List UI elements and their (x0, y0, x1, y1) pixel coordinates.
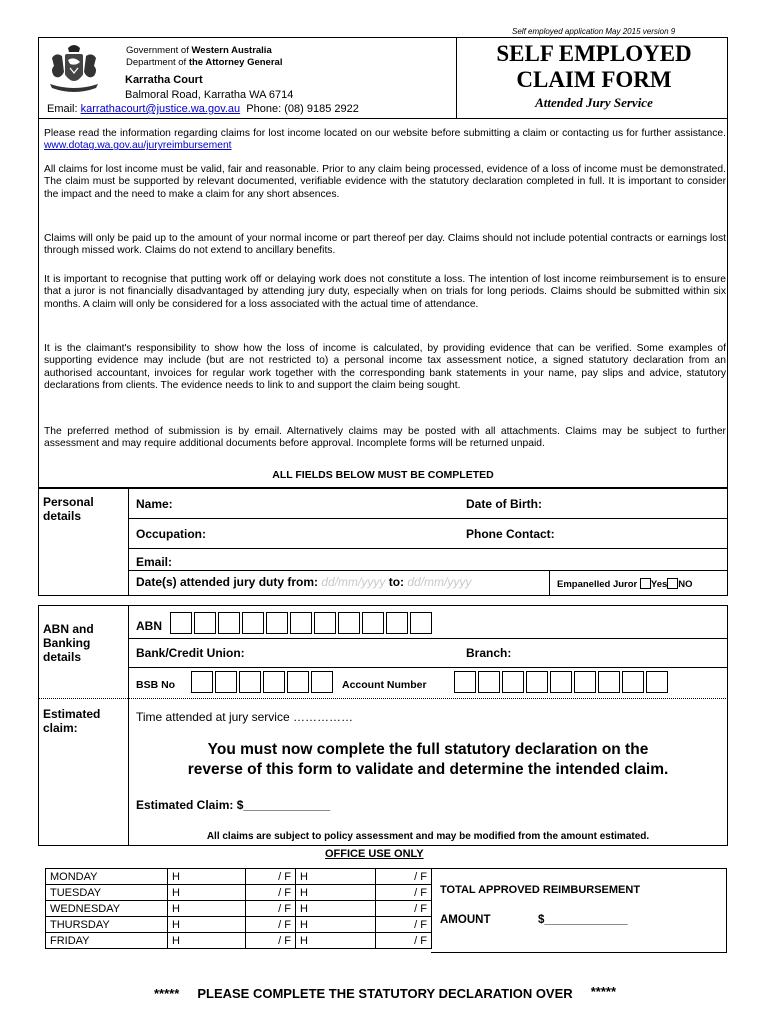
date-from-input[interactable]: dd/mm/yyyy (321, 575, 386, 589)
form-subtitle: Attended Jury Service (535, 95, 653, 110)
no-checkbox[interactable] (667, 578, 678, 589)
info-paragraph-1: Please read the information regarding claims for lost income located on our website before submitting a claim or contacting us for further assistance. www.dotag.wa.gov.au/juryreimbursement (44, 128, 726, 152)
info-paragraph-4: It is important to recognise that putting work off or delaying work does not constitute a loss. The intention of lost income reimbursement is to ensure that a juror is not financially disadvantaged by attending jury duty, especially when on trials for long periods. Claims should be submitted within six months. A claim will only be considered for a loss associated with the actual time of attendance. (44, 274, 726, 310)
time-attended[interactable]: Time attended at jury service …………… (136, 710, 353, 724)
table-row: MONDAY H / F H / F (46, 869, 432, 885)
date-to-input[interactable]: dd/mm/yyyy (407, 575, 472, 589)
email-label: Email: (136, 555, 173, 569)
footer-instruction: ***** PLEASE COMPLETE THE STATUTORY DECLARATION OVER ***** (153, 984, 617, 1001)
wa-coat-of-arms-icon (46, 40, 102, 96)
bsb-label: BSB No (136, 679, 176, 691)
email-field-line[interactable] (128, 570, 728, 571)
total-reimbursement-label: TOTAL APPROVED REIMBURSEMENT (440, 884, 641, 896)
abn-label: ABN (136, 619, 162, 633)
banking-divider (128, 605, 129, 846)
court-address: Balmoral Road, Karratha WA 6714 (125, 89, 294, 101)
email-link[interactable]: karrathacourt@justice.wa.gov.au (80, 103, 241, 115)
banking-section-label: ABN and Banking details (43, 622, 94, 664)
dob-label: Date of Birth: (466, 497, 542, 511)
account-number-label: Account Number (342, 679, 427, 691)
info-paragraph-5: It is the claimant's responsibility to show how the loss of income is calculated, by providing evidence that can be verified. Some examples of supporting evidence may include (but are not restricted to) a personal income tax assessment notice, a signed statutory declaration from an authorised accountant, invoices for regular work together with the corresponding bank statements in your name, pay slips and advice, statutory declarations from clients. The evidence needs to link to and support the claim being sought. (44, 343, 726, 391)
department-line: Department of the Attorney General (126, 57, 283, 68)
bsb-digit-boxes[interactable] (191, 671, 341, 695)
name-field-line[interactable] (128, 518, 728, 519)
name-label: Name: (136, 497, 173, 511)
phone-label: Phone Contact: (466, 527, 555, 541)
empanelled-divider (549, 570, 550, 596)
contact-line: Email: karrathacourt@justice.wa.gov.au Phone: (08) 9185 2922 (47, 103, 359, 115)
form-title-line-2: CLAIM FORM (516, 67, 672, 92)
branch-label: Branch: (466, 646, 512, 660)
info-paragraph-3: Claims will only be paid up to the amount of your normal income or part thereof per day. Claims should not include potential contracts or earnings lost through missed work. Claims do not extend to ancillary benefits. (44, 233, 726, 257)
policy-note: All claims are subject to policy assessment and may be modified from the amount estimated. (206, 831, 650, 842)
form-title-line-1: SELF EMPLOYED (496, 41, 692, 66)
table-row: TUESDAY H / F H / F (46, 885, 432, 901)
table-row: THURSDAY H / F H / F (46, 917, 432, 933)
account-digit-boxes[interactable] (454, 671, 674, 695)
bank-label: Bank/Credit Union: (136, 646, 245, 660)
abn-digit-boxes[interactable] (170, 612, 440, 636)
occupation-field-line[interactable] (128, 548, 728, 549)
occupation-label: Occupation: (136, 527, 207, 541)
court-name: Karratha Court (125, 74, 203, 86)
declaration-notice: You must now complete the full statutory declaration on the reverse of this form to validate and determine the intended claim. (187, 741, 669, 778)
empanelled-juror: Empanelled Juror Yes NO (557, 579, 693, 590)
office-use-title: OFFICE USE ONLY (325, 848, 424, 860)
info-paragraph-2: All claims for lost income must be valid, fair and reasonable. Prior to any claim being processed, evidence of a loss of income must be demonstrated. The claim must be supported by relevant documented, verifiable evidence with the statutory declaration completed in full. It is important to consider the impact and the need to make a claim for any short absences. (44, 164, 726, 200)
table-row: WEDNESDAY H / F H / F (46, 901, 432, 917)
section-separator (38, 698, 728, 699)
amount-field[interactable]: $_____________ (538, 914, 628, 926)
jury-dates-row: Date(s) attended jury duty from: dd/mm/yyyy to: dd/mm/yyyy (136, 575, 472, 589)
info-paragraph-6: The preferred method of submission is by email. Alternatively claims may be posted with all attachments. Claims may be subject to further assessment and may require additional documents before approval. Incomplete forms will be returned unpaid. (44, 426, 726, 450)
version-note: Self employed application May 2015 version 9 (512, 27, 676, 36)
personal-section-label: Personal details (43, 495, 94, 523)
office-use-table (45, 868, 432, 949)
yes-checkbox[interactable] (640, 578, 651, 589)
jury-reimbursement-link[interactable]: www.dotag.wa.gov.au/juryreimbursement (44, 140, 232, 152)
bank-field-line[interactable] (128, 667, 728, 668)
estimate-section-label: Estimated claim: (43, 707, 101, 735)
reimbursement-box (431, 868, 727, 953)
government-line: Government of Western Australia (126, 45, 272, 56)
abn-row-line (128, 638, 728, 639)
amount-label: AMOUNT (440, 914, 491, 926)
personal-divider (128, 488, 129, 596)
fields-heading: ALL FIELDS BELOW MUST BE COMPLETED (272, 469, 494, 481)
estimated-claim[interactable]: Estimated Claim: $_____________ (136, 798, 331, 812)
table-row: FRIDAY H / F H / F (46, 933, 432, 949)
